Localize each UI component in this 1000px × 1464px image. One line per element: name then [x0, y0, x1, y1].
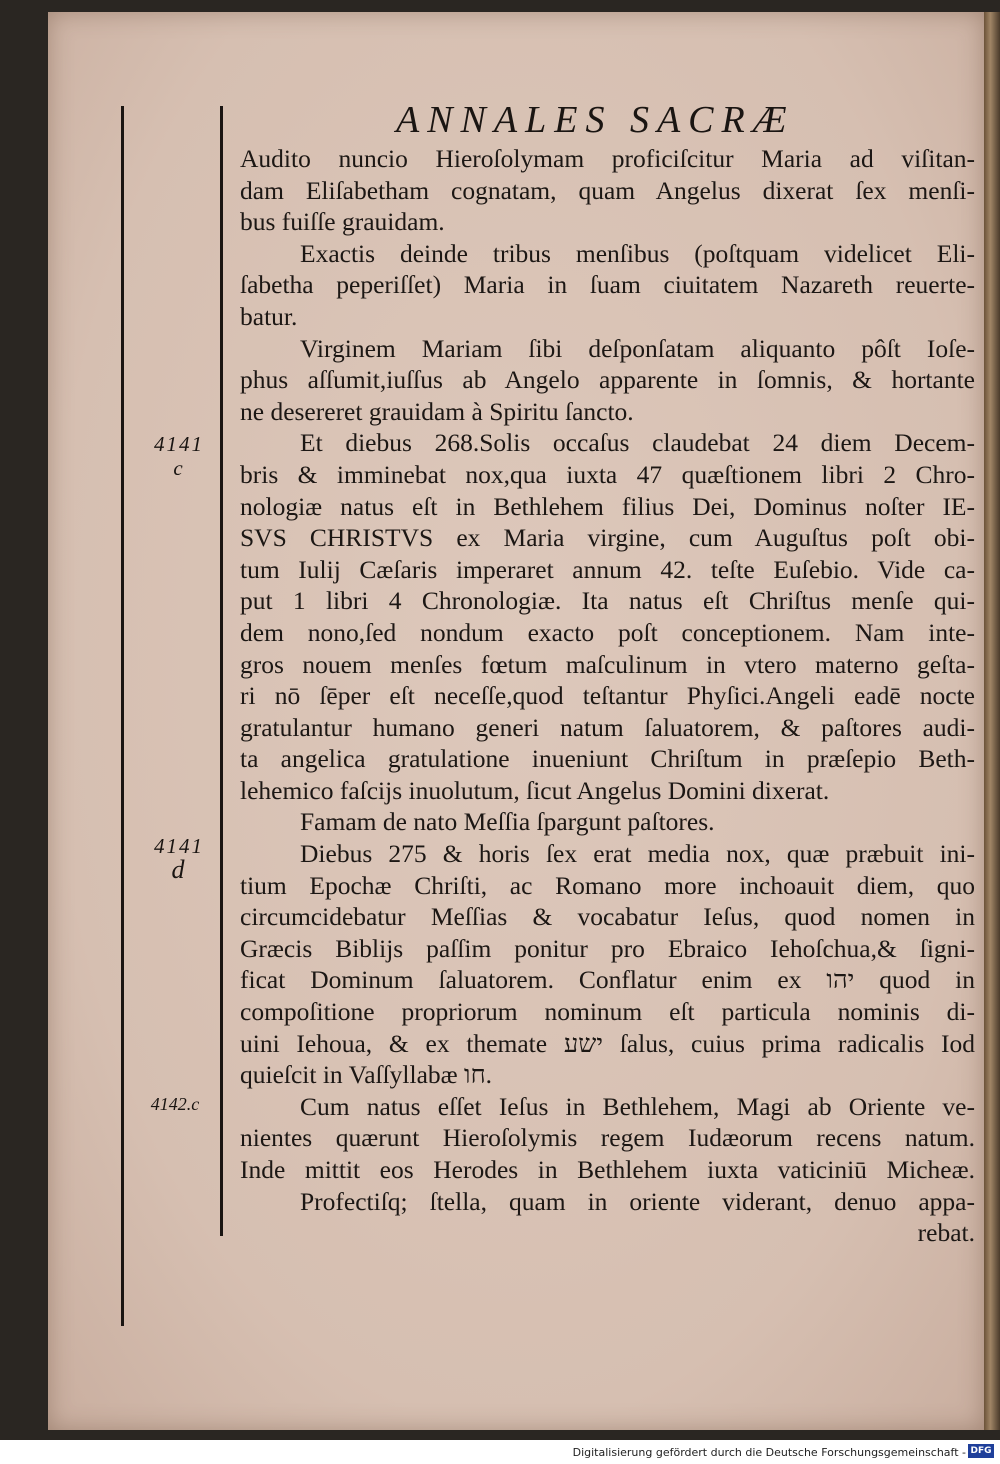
- text-line: Et diebus 268.Solis occaſus claudebat 24 diem Decem-: [300, 428, 975, 458]
- text-line: ne desereret grauidam à Spiritu ſancto.: [240, 396, 634, 426]
- text-line: Exactis deinde tribus menſibus (poſtquam videlicet Eli-: [300, 238, 975, 268]
- text-line: bris & imminebat nox,qua iuxta 47 quæſtionem libri 2 Chro-: [240, 459, 975, 489]
- body-text: [240, 143, 975, 1249]
- text-line: uini Iehoua, & ex themate ישע ſalus, cuius prima radicalis Iod: [240, 1028, 975, 1058]
- margin-rule-right: [220, 106, 223, 1236]
- text-line: Diebus 275 & horis ſex erat media nox, quæ præbuit ini-: [300, 839, 975, 869]
- margin-note-1: [138, 432, 220, 480]
- text-line: put 1 libri 4 Chronologiæ. Ita natus eſt Chriſtus menſe qui-: [240, 586, 975, 616]
- dfg-logo: DFG: [968, 1444, 994, 1458]
- text-line: nientes quærunt Hieroſolymis regem Iudæorum recens natum.: [240, 1123, 975, 1153]
- text-line: ſabetha peperiſſet) Maria in ſuam ciuitatem Nazareth reuerte-: [240, 270, 975, 300]
- text-line: SVS CHRISTVS ex Maria virgine, cum Auguſtus poſt obi-: [240, 523, 975, 553]
- text-line: ta angelica gratulatione inueniunt Chriſtum in præſepio Beth-: [240, 744, 975, 774]
- text-line: Virginem Mariam ſibi deſponſatam aliquanto pôſt Ioſe-: [300, 333, 975, 363]
- margin-note-3: [134, 1092, 216, 1116]
- text-line: gratulantur humano generi natum ſaluatorem, & paſtores audi-: [240, 712, 975, 742]
- text-line: Græcis Biblijs paſſim ponitur pro Ebraico Iehoſchua,& ſigni-: [240, 933, 975, 963]
- catchword: rebat.: [917, 1218, 975, 1248]
- margin-note-number: 4142.c: [150, 1094, 200, 1114]
- page-edge: [984, 12, 1000, 1430]
- text-line: bus fuiſſe grauidam.: [240, 207, 445, 237]
- text-line: gros nouem menſes fœtum maſculinum in vtero materno geſta-: [240, 649, 975, 679]
- text-line: tum Iulij Cæſaris imperaret annum 42. teſte Euſebio. Vide ca-: [240, 554, 975, 584]
- margin-note-number: 4141: [154, 834, 204, 858]
- text-line: Audito nuncio Hieroſolymam proficiſcitur Maria ad viſitan-: [240, 144, 975, 173]
- margin-rule-left: [121, 106, 124, 1326]
- digitization-credit: Digitalisierung gefördert durch die Deutsche Forschungsgemeinschaft -: [572, 1446, 966, 1459]
- text-line: quieſcit in Vaſſyllabæ חו.: [240, 1060, 493, 1090]
- text-line: phus aſſumit,iuſſus ab Angelo apparente in ſomnis, & hortante: [240, 365, 975, 395]
- text-line: lehemico faſcijs inuolutum, ſicut Angelus Domini dixerat.: [240, 775, 830, 805]
- text-line: dam Eliſabetham cognatam, quam Angelus dixerat ſex menſi-: [240, 175, 975, 205]
- text-line: circumcidebatur Meſſias & vocabatur Ieſus, quod nomen in: [240, 902, 975, 932]
- running-head: ANNALES SACRÆ: [396, 99, 795, 141]
- text-line: Inde mittit eos Herodes in Bethlehem iuxta vaticiniū Micheæ.: [240, 1155, 975, 1184]
- text-line: nologiæ natus eſt in Bethlehem filius Dei, Dominus noſter IE-: [240, 491, 975, 521]
- text-line: Famam de nato Meſſia ſpargunt paſtores.: [300, 807, 715, 837]
- margin-note-2: [138, 834, 220, 882]
- margin-note-letter: c: [173, 456, 185, 480]
- text-line: batur.: [240, 301, 298, 331]
- text-line: tium Epochæ Chriſti, ac Romano more inchoauit diem, quo: [240, 870, 975, 900]
- margin-note-number: 4141: [154, 432, 204, 456]
- text-line: ficat Dominum ſaluatorem. Conflatur enim ex יהו quod in: [240, 965, 975, 995]
- text-line: dem nono,ſed nondum exacto poſt conceptionem. Nam inte-: [240, 617, 975, 647]
- text-line: Profectiſq; ſtella, quam in oriente viderant, denuo appa-: [300, 1186, 975, 1216]
- text-line: Cum natus eſſet Ieſus in Bethlehem, Magi ab Oriente ve-: [300, 1091, 975, 1121]
- text-line: compoſitione propriorum nominum eſt particula nominis di-: [240, 997, 975, 1027]
- text-line: ri nō ſēper eſt neceſſe,quod teſtantur Phyſici.Angeli eadē nocte: [240, 681, 975, 711]
- margin-note-letter: d: [171, 855, 187, 884]
